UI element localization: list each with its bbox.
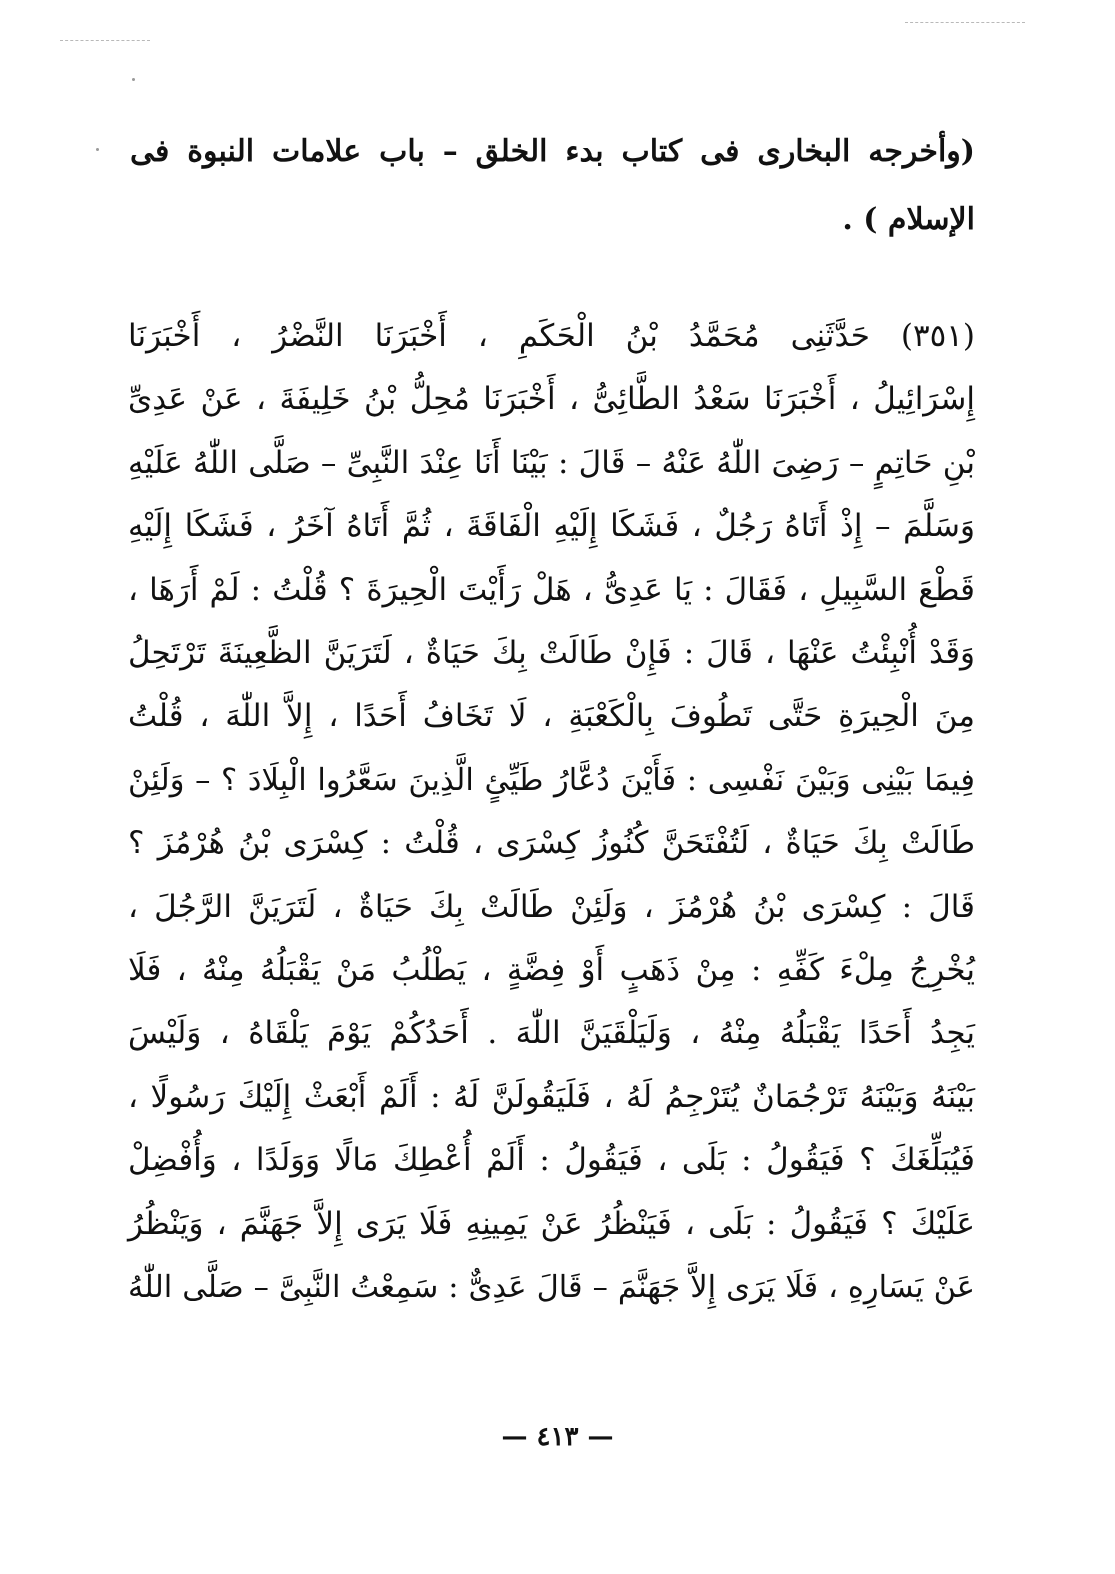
text-line: وَسَلَّمَ – إِذْ أَتَاهُ رَجُلٌ ، فَشَكَا إِلَيْهِ الْفَاقَةَ ، ثُمَّ أَتَاهُ آخَرُ ، فَشَكَا إِلَيْهِ bbox=[128, 508, 975, 545]
text-line: فِيمَا بَيْنِى وَبَيْنَ نَفْسِى : فَأَيْنَ دُعَّارُ طَيِّئٍ الَّذِينَ سَعَّرُوا الْبِلَادَ ؟ – وَلَئِنْ bbox=[128, 762, 975, 798]
text-line: يُخْرِجُ مِلْءَ كَفِّهِ : مِنْ ذَهَبٍ أَوْ فِضَّةٍ ، يَطْلُبُ مَنْ يَقْبَلُهُ مِنْهُ ، فَلَا bbox=[128, 952, 975, 989]
text-line: قَطْعَ السَّبِيلِ ، فَقَالَ : يَا عَدِىُّ ، هَلْ رَأَيْتَ الْحِيرَةَ ؟ قُلْتُ : لَمْ أَرَهَا ، bbox=[128, 571, 975, 608]
text-line: فَيُبَلِّغَكَ ؟ فَيَقُولُ : بَلَى ، فَيَقُولُ : أَلَمْ أُعْطِكَ مَالًا وَوَلَدًا ، وَأُفْضِلْ bbox=[128, 1142, 975, 1179]
text-line: (٣٥١) حَدَّثَنِى مُحَمَّدُ بْنُ الْحَكَمِ ، أَخْبَرَنَا النَّضْرُ ، أَخْبَرَنَا bbox=[128, 318, 975, 354]
text-line: طَالَتْ بِكَ حَيَاةٌ ، لَتُفْتَحَنَّ كُنُوزُ كِسْرَى ، قُلْتُ : كِسْرَى بْنُ هُرْمُزَ ؟ bbox=[128, 825, 975, 862]
scan-dot bbox=[132, 78, 135, 81]
scan-artifact-top-left bbox=[60, 40, 150, 41]
header-note: (وأخرجه البخارى فى كتاب بدء الخلق – باب علامات النبوة فى الإسلام ) . bbox=[130, 134, 975, 237]
scan-dot bbox=[96, 148, 99, 151]
text-line: بْنِ حَاتِمٍ – رَضِىَ اللّٰهُ عَنْهُ – قَالَ : بَيْنَا أَنَا عِنْدَ النَّبِىِّ – صَلَّى اللّٰهُ عَلَيْهِ bbox=[128, 444, 975, 481]
text-line: عَنْ يَسَارِهِ ، فَلَا يَرَى إِلاَّ جَهَنَّمَ – قَالَ عَدِىٌّ : سَمِعْتُ النَّبِىَّ – صَلَّى اللّٰهُ bbox=[128, 1270, 975, 1306]
text-line: عَلَيْكَ ؟ فَيَقُولُ : بَلَى ، فَيَنْظُرُ عَنْ يَمِينِهِ فَلَا يَرَى إِلاَّ جَهَنَّمَ ، وَيَنْظُرُ bbox=[128, 1205, 975, 1242]
hadith-text bbox=[128, 305, 975, 1320]
text-line: إِسْرَائِيلُ ، أَخْبَرَنَا سَعْدُ الطَّائِىُّ ، أَخْبَرَنَا مُحِلُّ بْنُ خَلِيفَةَ ، عَنْ عَدِىِّ bbox=[128, 381, 975, 418]
text-line: يَجِدُ أَحَدًا يَقْبَلُهُ مِنْهُ ، وَلَيَلْقَيَنَّ اللّٰهَ . أَحَدُكُمْ يَوْمَ يَلْقَاهُ ، وَلَيْسَ bbox=[128, 1015, 975, 1052]
page-number: — ٤١٣ — bbox=[501, 1422, 614, 1452]
text-line: بَيْنَهُ وَبَيْنَهُ تَرْجُمَانٌ يُتَرْجِمُ لَهُ ، فَلَيَقُولَنَّ لَهُ : أَلَمْ أَبْعَثْ إِلَيْكَ رَسُولًا ، bbox=[128, 1078, 975, 1115]
text-line: وَقَدْ أُنْبِئْتُ عَنْهَا ، قَالَ : فَإِنْ طَالَتْ بِكَ حَيَاةٌ ، لَتَرَيَنَّ الظَّعِينَةَ تَرْتَحِلُ bbox=[128, 635, 975, 672]
text-line: مِنَ الْحِيرَةِ حَتَّى تَطُوفَ بِالْكَعْبَةِ ، لَا تَخَافُ أَحَدًا ، إِلاَّ اللّٰهَ ، قُلْتُ bbox=[128, 698, 975, 735]
text-line: قَالَ : كِسْرَى بْنُ هُرْمُزَ ، وَلَئِنْ طَالَتْ بِكَ حَيَاةٌ ، لَتَرَيَنَّ الرَّجُلَ ، bbox=[128, 888, 975, 925]
scan-artifact-top-right bbox=[905, 22, 1025, 23]
